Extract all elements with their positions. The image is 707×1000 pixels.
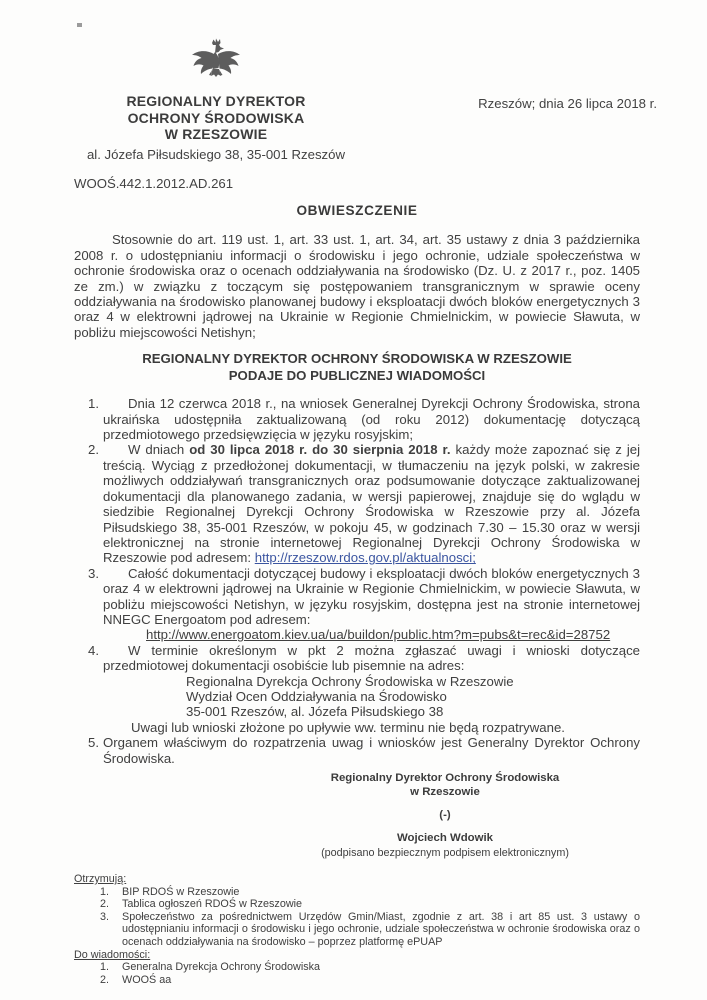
submission-address-line-2: Wydział Ocen Oddziaływania na Środowisko <box>186 688 447 704</box>
intro-paragraph: Stosownie do art. 119 ust. 1, art. 33 ust. 1, art. 34, art. 35 ustawy z dnia 3 października 2008 r. o udostępnianiu informacji o środowisku i jego ochronie, udziale społeczeństwa w ochronie środowiska oraz o ocenach oddziaływania na środowisko (Dz. U. z 2017 r., poz. 1405 ze zm.) w związku z toczącym się postępowaniem transgranicznym w sprawie oceny oddziaływania na środowisko planowanej budowy i eksploatacji dwóch bloków energetycznych 3 oraz 4 w elektrowni jądrowej na Ukrainie w Regionie Chmielnickim, w powiecie Sławuta, w pobliżu miejscowości Netishyn; <box>74 232 640 340</box>
list-item-1 <box>74 396 640 442</box>
org-name-line-1: REGIONALNY DYREKTOR <box>126 93 306 109</box>
item-text: Społeczeństwo za pośrednictwem Urzędów Gmin/Miast, zgodnie z art. 38 i art 85 ust. 3 ustawy o udostępnianiu informacji o środowisku i jego ochronie, udziale społeczeństwa w ochronie środowiska oraz o ocenach oddziaływania na środowisko – poprzez platformę ePUAP <box>122 910 640 948</box>
list-item-2 <box>74 442 640 565</box>
deadline-note: Uwagi lub wnioski złożone po upływie ww. terminu nie będą rozpatrywane. <box>131 719 565 735</box>
item-text: Organem właściwym do rozpatrzenia uwag i wniosków jest Generalny Dyrektor Ochrony Środowiska. <box>103 735 640 766</box>
proclamation-line-2: PODAJE DO PUBLICZNEJ WIADOMOŚCI <box>228 367 486 383</box>
item-text <box>103 442 640 565</box>
item-text: Generalna Dyrekcja Ochrony Środowiska <box>122 961 321 974</box>
item-number: 3. <box>88 565 99 581</box>
distribution-list <box>74 873 640 986</box>
item-number: 1. <box>88 396 99 412</box>
item-number: 2. <box>88 442 99 458</box>
list-item-3 <box>74 566 640 643</box>
proclamation-heading <box>74 351 640 384</box>
org-name-line-2: OCHRONY ŚRODOWISKA <box>127 109 305 126</box>
item-text-segment: W terminie określonym w pkt 2 można zgłaszać uwagi i wnioski dotyczące przedmiotowej dokumentacji osobiście lub pisemnie na adres: <box>103 642 640 674</box>
place-and-date: Rzeszów; dnia 26 lipca 2018 r. <box>478 96 657 111</box>
item-text: Tablica ogłoszeń RDOŚ w Rzeszowie <box>122 898 303 911</box>
energoatom-link[interactable]: http://www.energoatom.kiev.ua/ua/buildon/public.htm?m=pubs&t=rec&id=28752 <box>146 627 611 643</box>
item-number: 5. <box>88 735 99 751</box>
electronic-signature-note: (podpisano bezpiecznym podpisem elektronicznym) <box>321 847 569 859</box>
item-text: BIP RDOŚ w Rzeszowie <box>122 885 240 898</box>
letterhead <box>72 38 360 162</box>
cc-heading: Do wiadomości: <box>74 948 151 961</box>
item-text-segment: Całość dokumentacji dotyczącej budowy i eksploatacji dwóch bloków energetycznych 3 oraz 4 w elektrowni jądrowej na Ukrainie w Regionie Chmielnickim, w powiecie Sławuta, w pobliżu miejscowości Netishyn, w języku rosyjskim, dostępna jest na stronie internetowej NNEGC Energoatom pod adresem: <box>103 565 640 627</box>
scan-artifact-dot <box>77 23 82 27</box>
signatory-title-line-1: Regionalny Dyrektor Ochrony Środowiska <box>330 772 560 784</box>
submission-address-line-3: 35-001 Rzeszów, al. Józefa Piłsudskiego 38 <box>186 704 444 720</box>
document-body <box>74 203 640 986</box>
inspection-period-bold: od 30 lipca 2018 r. do 30 sierpnia 2018 r. <box>189 442 451 458</box>
org-name-line-3: W RZESZOWIE <box>164 126 268 142</box>
case-number: WOOŚ.442.1.2012.AD.261 <box>74 176 234 191</box>
item-text <box>103 643 640 735</box>
numbered-list <box>74 396 640 766</box>
proclamation-line-1: REGIONALNY DYREKTOR OCHRONY ŚRODOWISKA W RZESZOWIE <box>142 351 572 367</box>
received-item-3 <box>74 911 640 949</box>
polish-eagle-emblem-icon <box>72 38 360 90</box>
item-text-segment: W dniach <box>128 442 190 458</box>
letterhead-address: al. Józefa Piłsudskiego 38, 35-001 Rzeszów <box>86 146 346 162</box>
item-number: 3. <box>100 910 110 923</box>
signatory-title-line-2: w Rzeszowie <box>410 786 480 798</box>
item-number: 2. <box>100 898 110 911</box>
received-heading: Otrzymują: <box>74 873 127 885</box>
received-item-1 <box>74 886 640 899</box>
signatory-name: Wojciech Wdowik <box>397 832 493 844</box>
item-text <box>103 566 640 643</box>
item-text-segment: każdy może zapoznać się z jej treścią. Wyciąg z przedłożonej dokumentacji, w tłumaczeniu na język polski, w zakresie możliwych oddziaływań transgranicznych oraz podsumowanie dotyczące zaktualizowanej dokumentacji dla planowanego zadania, w wersji papierowej, znajduje się do wglądu w siedzibie Regionalnej Dyrekcji Ochrony Środowiska w Rzeszowie przy al. Józefa Piłsudskiego 38, 35-001 Rzeszów, w pokoju 45, w godzinach 7.30 – 15.30 oraz w wersji elektronicznej na stronie internetowej Regionalnej Dyrekcji Ochrony Środowiska w Rzeszowie pod adresem: <box>103 442 641 566</box>
item-text: Dnia 12 czerwca 2018 r., na wniosek Generalnej Dyrekcji Ochrony Środowiska, strona ukraińska udostępniła zaktualizowaną (od roku 2012) dokumentację dotyczącą przedmiotowego przedsięwzięcia w języku rosyjskim; <box>103 396 640 443</box>
item-number: 2. <box>100 973 110 986</box>
list-item-4 <box>74 643 640 735</box>
item-number: 4. <box>88 642 99 658</box>
signature-placeholder: (-) <box>439 809 451 821</box>
received-item-2 <box>74 898 640 911</box>
rdos-aktualnosci-link[interactable]: http://rzeszow.rdos.gov.pl/aktualnosci; <box>254 550 476 566</box>
submission-address-line-1: Regionalna Dyrekcja Ochrony Środowiska w Rzeszowie <box>186 673 514 689</box>
item-text: WOOŚ aa <box>122 973 172 986</box>
item-number: 1. <box>100 961 110 974</box>
item-number: 1. <box>100 885 110 898</box>
cc-item-2 <box>74 974 640 987</box>
list-item-5 <box>74 735 640 766</box>
document-title: OBWIESZCZENIE <box>296 203 418 218</box>
cc-item-1 <box>74 961 640 974</box>
signature-block <box>284 771 606 860</box>
